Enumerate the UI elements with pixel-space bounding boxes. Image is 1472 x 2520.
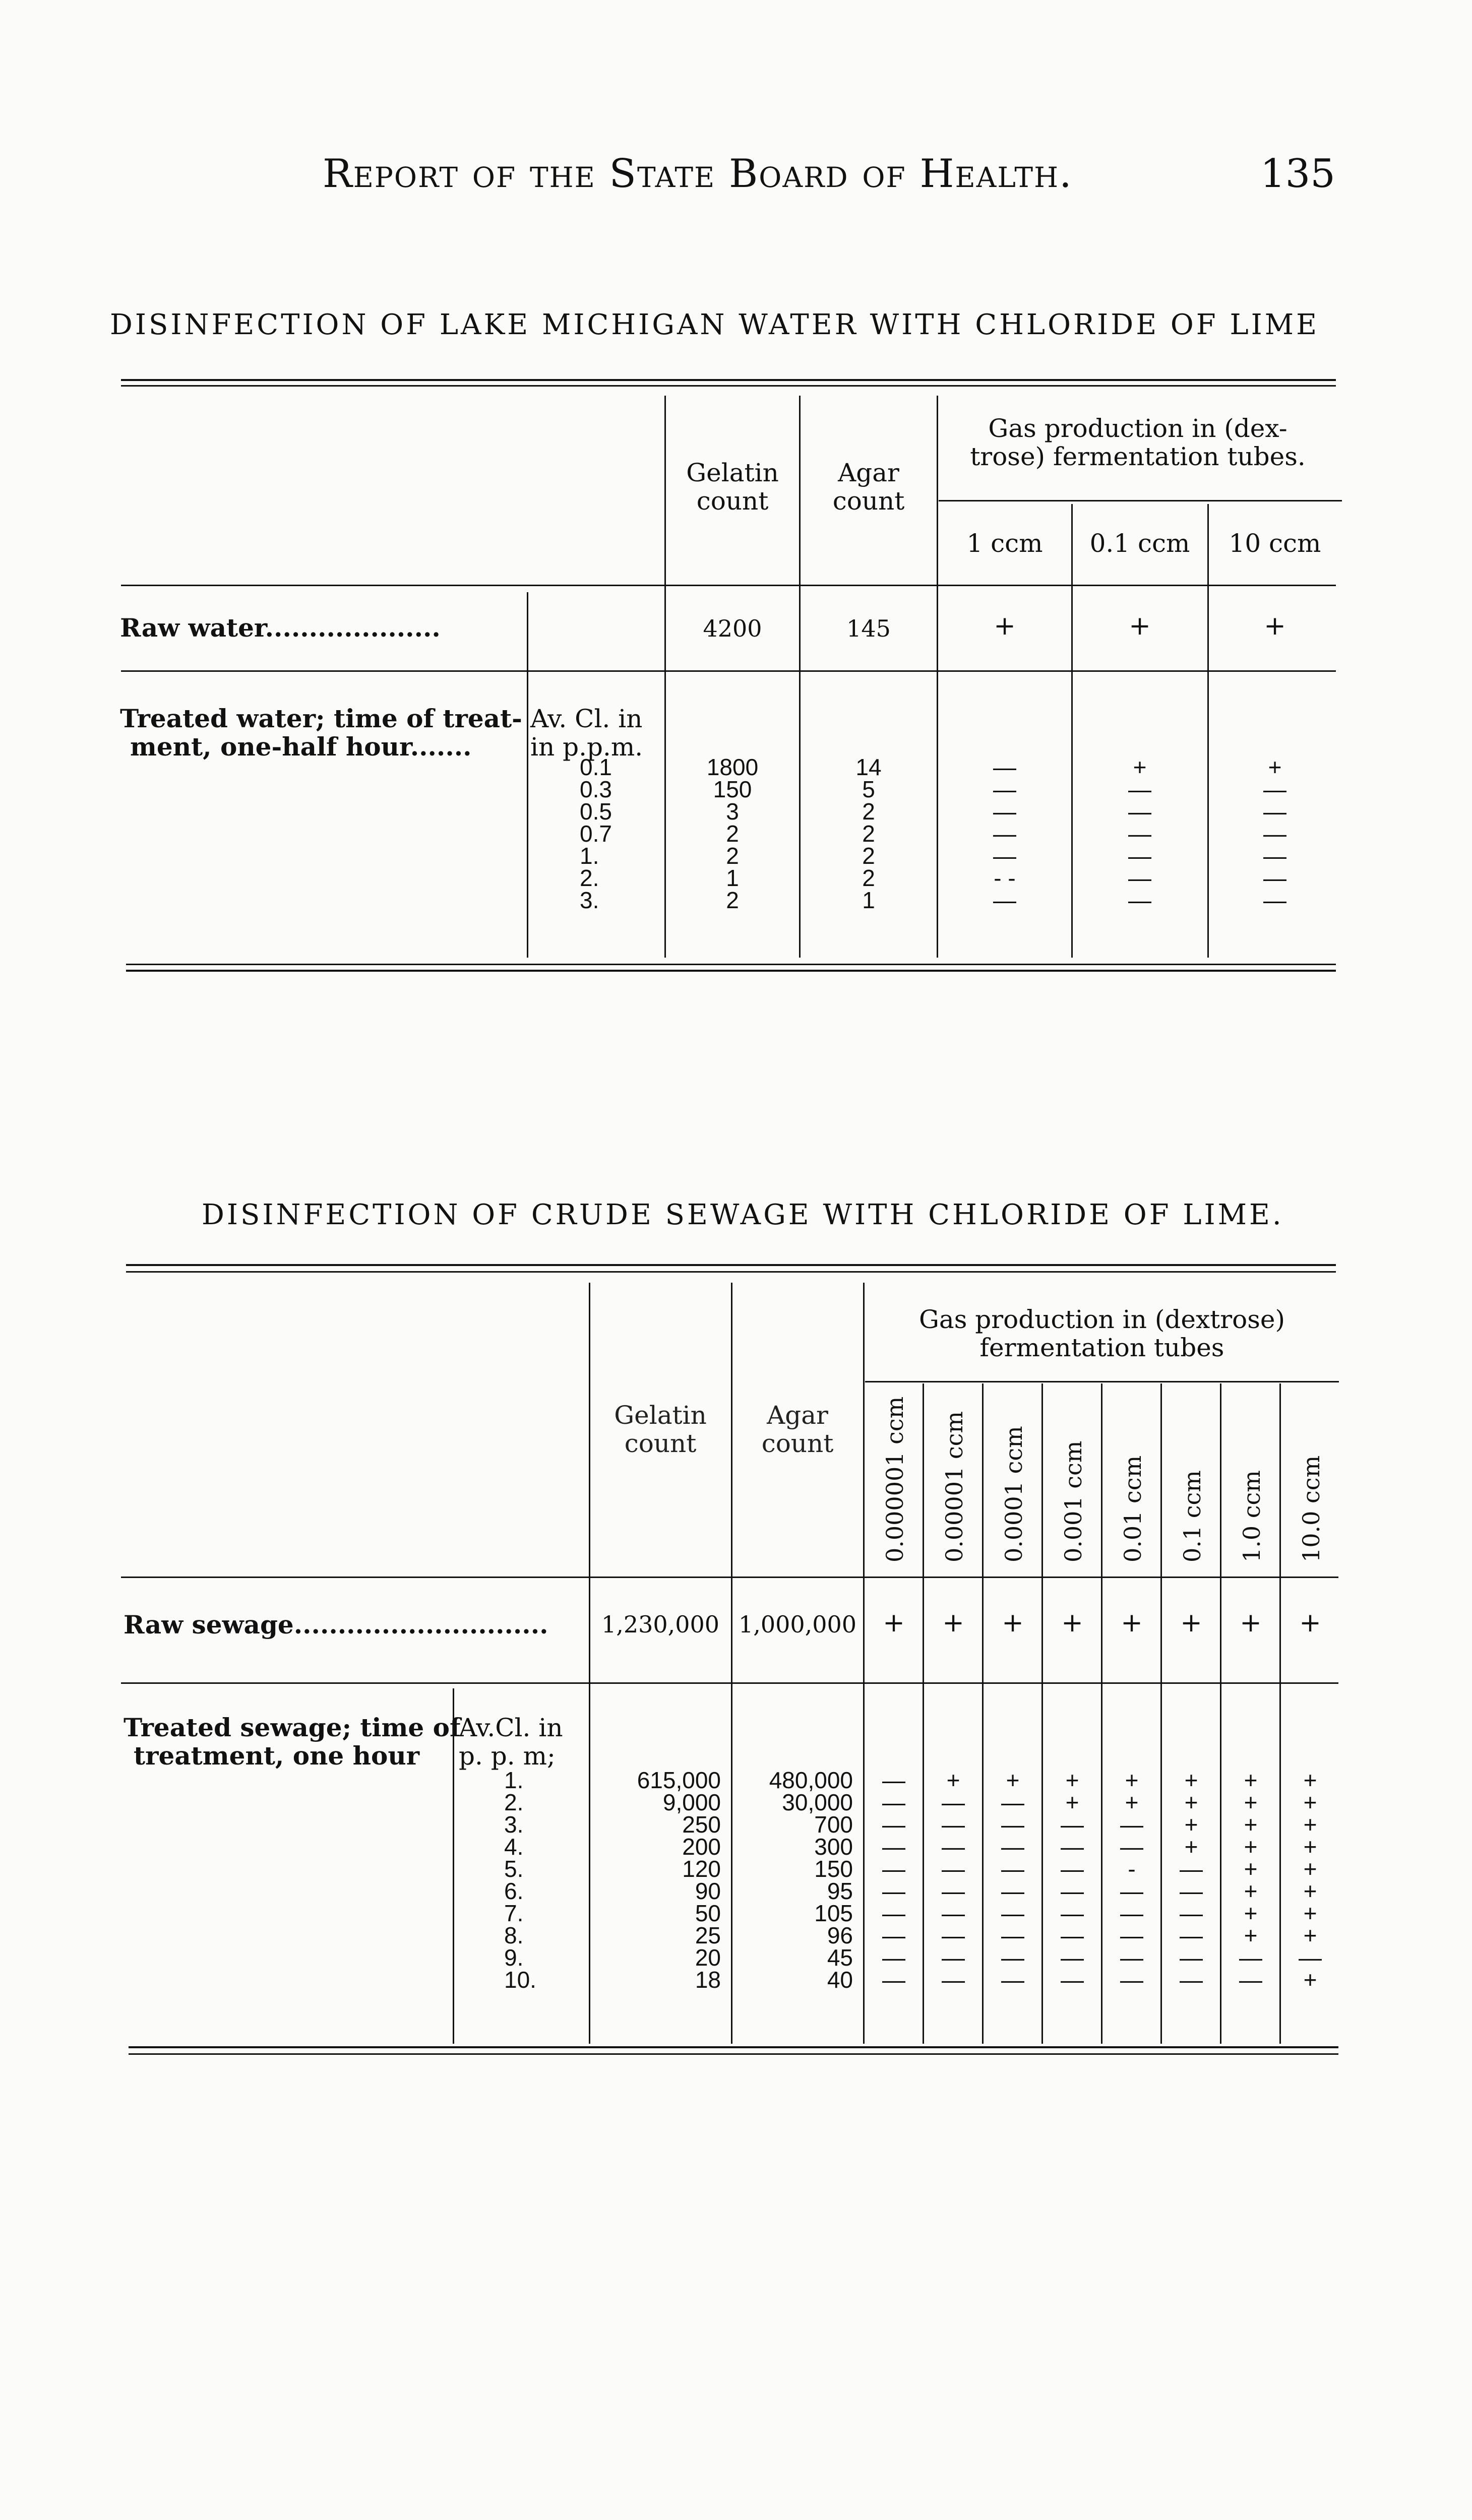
t2-gas-column: — — — — — — — — — — bbox=[882, 1767, 905, 1993]
t1-raw-gelatin: 4200 bbox=[703, 615, 762, 642]
t2-treated-label: Treated sewage; time of treatment, one hour bbox=[124, 1713, 461, 1771]
t2-dose-header: Av.Cl. in p. p. m; bbox=[459, 1713, 563, 1771]
t2-gas-column: + — — — — — — — — — bbox=[942, 1767, 965, 1993]
t2-raw-gelatin: 1,230,000 bbox=[601, 1611, 720, 1638]
t1-raw-gas: + bbox=[1264, 611, 1286, 641]
t2-raw-gas: + bbox=[1002, 1608, 1024, 1638]
t2-raw-gas: + bbox=[1121, 1608, 1143, 1638]
t2-tube-header: 0.001 ccm bbox=[1060, 1440, 1087, 1562]
t2-dose-column: 1. 2. 3. 4. 5. 6. 7. 8. 9. 10. bbox=[504, 1767, 536, 1993]
t1-raw-label: Raw water.................... bbox=[120, 613, 441, 643]
t2-tube-header: 1.0 ccm bbox=[1238, 1470, 1265, 1562]
t1-dose: 2. bbox=[580, 865, 599, 891]
t2-raw-agar: 1,000,000 bbox=[738, 1611, 857, 1638]
t1-agar-header: Agar count bbox=[832, 458, 905, 516]
running-header: Report of the State Board of Health. bbox=[323, 151, 1073, 197]
t2-gas-column: + + — — - — — — — — bbox=[1120, 1767, 1143, 1993]
t2-gas-header: Gas production in (dextrose) fermentation tubes bbox=[918, 1305, 1285, 1362]
t1-dose: 0.3 bbox=[580, 776, 612, 802]
t2-tube-header: 10.0 ccm bbox=[1298, 1455, 1325, 1562]
t1-dose: 0.1 bbox=[580, 754, 612, 780]
t1-gas-header: Gas production in (dex- trose) fermentation tubes. bbox=[970, 414, 1306, 471]
t2-agar-header: Agar count bbox=[761, 1401, 834, 1458]
t1-dose-header: Av. Cl. in in p.p.m. bbox=[530, 704, 643, 762]
t2-agar-column: 480,000 30,000 700 300 150 95 105 96 45 40 bbox=[769, 1767, 853, 1993]
t2-gas-column: + — — — — — — — — — bbox=[1001, 1767, 1024, 1993]
t1-raw-gas: + bbox=[994, 611, 1016, 641]
t2-tube-header: 0.00001 ccm bbox=[941, 1411, 968, 1562]
t2-raw-label: Raw sewage............................. bbox=[124, 1610, 548, 1640]
t1-dose: 3. bbox=[580, 887, 599, 913]
t2-gas-column: + + + + + + + + — — bbox=[1239, 1767, 1262, 1993]
t1-tube-header: 10 ccm bbox=[1229, 529, 1321, 558]
t1-gelatin-header: Gelatin count bbox=[686, 458, 779, 516]
t2-raw-gas: + bbox=[1299, 1608, 1321, 1638]
table2-caption: DISINFECTION OF CRUDE SEWAGE WITH CHLORIDE OF LIME. bbox=[202, 1199, 1284, 1231]
t2-gas-column: + + + + — — — — — — bbox=[1180, 1767, 1203, 1993]
t1-agar-column: 14 5 2 2 2 2 1 bbox=[855, 754, 882, 913]
t1-dose: 0.7 bbox=[580, 821, 612, 847]
t2-raw-gas: + bbox=[1240, 1608, 1262, 1638]
t1-gas1-column: — — — — — - - — bbox=[993, 754, 1016, 913]
table1-caption: DISINFECTION OF LAKE MICHIGAN WATER WITH CHLORIDE OF LIME bbox=[110, 308, 1319, 341]
t1-gas3-column: + — — — — — — bbox=[1263, 754, 1286, 913]
t1-dose: 0.5 bbox=[580, 798, 612, 825]
t1-gelatin-column: 1800 150 3 2 2 1 2 bbox=[706, 754, 759, 913]
t2-gas-column: + + + + + + + + — + bbox=[1299, 1767, 1322, 1993]
t2-tube-header: 0.01 ccm bbox=[1119, 1455, 1146, 1562]
page-number: 135 bbox=[1260, 151, 1335, 197]
t1-tube-header: 1 ccm bbox=[966, 529, 1043, 558]
t1-gas2-column: + — — — — — — bbox=[1128, 754, 1151, 913]
t2-gelatin-header: Gelatin count bbox=[614, 1401, 707, 1458]
t2-tube-header: 0.000001 ccm bbox=[881, 1396, 908, 1562]
t2-raw-gas: + bbox=[1180, 1608, 1202, 1638]
t2-raw-gas: + bbox=[883, 1608, 905, 1638]
t2-gelatin-column: 615,000 9,000 250 200 120 90 50 25 20 18 bbox=[637, 1767, 721, 1993]
t2-gas-column: + + — — — — — — — — bbox=[1061, 1767, 1084, 1993]
t1-raw-gas: + bbox=[1129, 611, 1151, 641]
t1-raw-agar: 145 bbox=[846, 615, 891, 642]
t1-tube-header: 0.1 ccm bbox=[1089, 529, 1190, 558]
t2-raw-gas: + bbox=[942, 1608, 964, 1638]
t2-tube-header: 0.1 ccm bbox=[1179, 1470, 1206, 1562]
t2-raw-gas: + bbox=[1061, 1608, 1083, 1638]
t2-tube-header: 0.0001 ccm bbox=[1000, 1426, 1027, 1562]
t1-treated-label: Treated water; time of treat- ment, one-half hour....... bbox=[120, 704, 522, 762]
t1-dose: 1. bbox=[580, 843, 599, 869]
